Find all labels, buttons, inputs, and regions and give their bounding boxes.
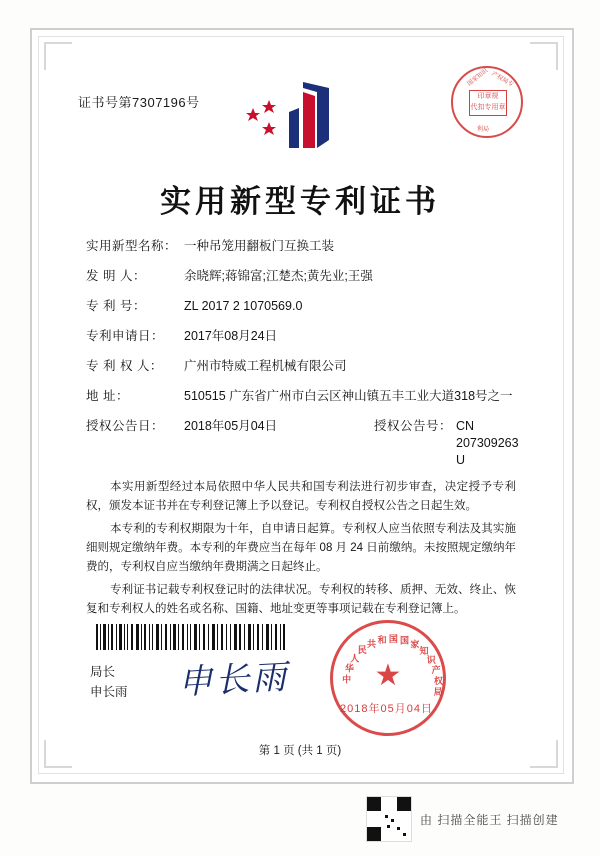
field-label-patentee: 专 利 权 人：	[86, 359, 163, 373]
field-row-grant	[86, 418, 519, 469]
field-label-inventors: 发 明 人：	[86, 269, 146, 283]
corner-ornament-top-right	[530, 42, 558, 70]
certificate-number: 证书号第7307196号	[78, 95, 200, 110]
watermark-text: 由 扫描全能王 扫描创建	[420, 812, 559, 827]
field-label-application-date: 专利申请日：	[86, 329, 165, 343]
field-label-publication-number: 授权公告号：	[374, 419, 453, 433]
patent-office-logo-icon	[243, 78, 353, 160]
paragraph-2: 本专利的专利权期限为十年，自申请日起算。专利权人应当依照专利法及其实施细则规定缴纳年费。本专利的年费应当在每年 08 月 24 日前缴纳。未按照规定缴纳年费的，专利权自应当缴纳年费期满之日起终止。	[86, 523, 516, 573]
field-row-patentee	[86, 358, 516, 375]
field-value-inventors: 余晓辉;蒋锦富;江楚杰;黄先业;王强	[184, 269, 373, 283]
field-label-name: 实用新型名称：	[86, 239, 178, 253]
field-value-publication-number: CN 207309263 U	[456, 419, 519, 467]
qr-code-icon	[366, 796, 412, 842]
page-number: 第 1 页 (共 1 页)	[258, 745, 342, 757]
scanner-watermark	[366, 796, 559, 842]
certificate-fields	[86, 238, 519, 482]
field-label-grant-date: 授权公告日：	[86, 419, 165, 433]
page-title: 实用新型专利证书	[160, 184, 440, 220]
seal-star-icon: ★	[374, 659, 402, 692]
certificate-barcode	[96, 624, 286, 650]
field-value-name: 一种吊笼用翻板门互换工装	[184, 239, 335, 253]
field-label-address: 地 址：	[86, 389, 129, 403]
field-row-application-date	[86, 328, 516, 345]
field-value-application-date: 2017年08月24日	[184, 329, 278, 343]
handwritten-signature: 申长雨	[177, 657, 291, 703]
field-label-patent-number: 专 利 号：	[86, 299, 146, 313]
round-red-seal-icon: 国家知识 产权局专 利局 印章规 代扣专用章	[451, 66, 523, 138]
corner-ornament-top-left	[44, 42, 72, 70]
field-value-address: 510515 广东省广州市白云区神山镇五丰工业大道318号之一	[184, 389, 513, 403]
field-value-grant-date: 2018年05月04日	[184, 419, 278, 433]
field-row-name	[86, 238, 516, 255]
paragraph-3: 专利证书记载专利权登记时的法律状况。专利权的转移、质押、无效、终止、恢复和专利权人的姓名或名称、国籍、地址变更等事项记载在专利登记簿上。	[86, 584, 516, 615]
legal-body-text	[86, 478, 516, 623]
signer-title: 局长	[90, 665, 116, 679]
field-value-patent-number: ZL 2017 2 1070569.0	[184, 299, 303, 313]
seal-date: 2018年05月04日	[340, 703, 433, 715]
national-ip-office-seal-icon: 中 华 人 民 共 和 国 国 家 知 识 产 权 局 ★	[330, 620, 446, 736]
field-row-patent-number	[86, 298, 516, 315]
field-row-inventors	[86, 268, 516, 285]
field-row-address	[86, 388, 516, 405]
signer-block	[90, 662, 128, 702]
field-value-patentee: 广州市特威工程机械有限公司	[184, 359, 347, 373]
signer-name: 申长雨	[90, 685, 128, 699]
paragraph-1: 本实用新型经过本局依照中华人民共和国专利法进行初步审查，决定授予专利权，颁发本证书并在专利登记簿上予以登记。专利权自授权公告之日起生效。	[86, 481, 516, 512]
